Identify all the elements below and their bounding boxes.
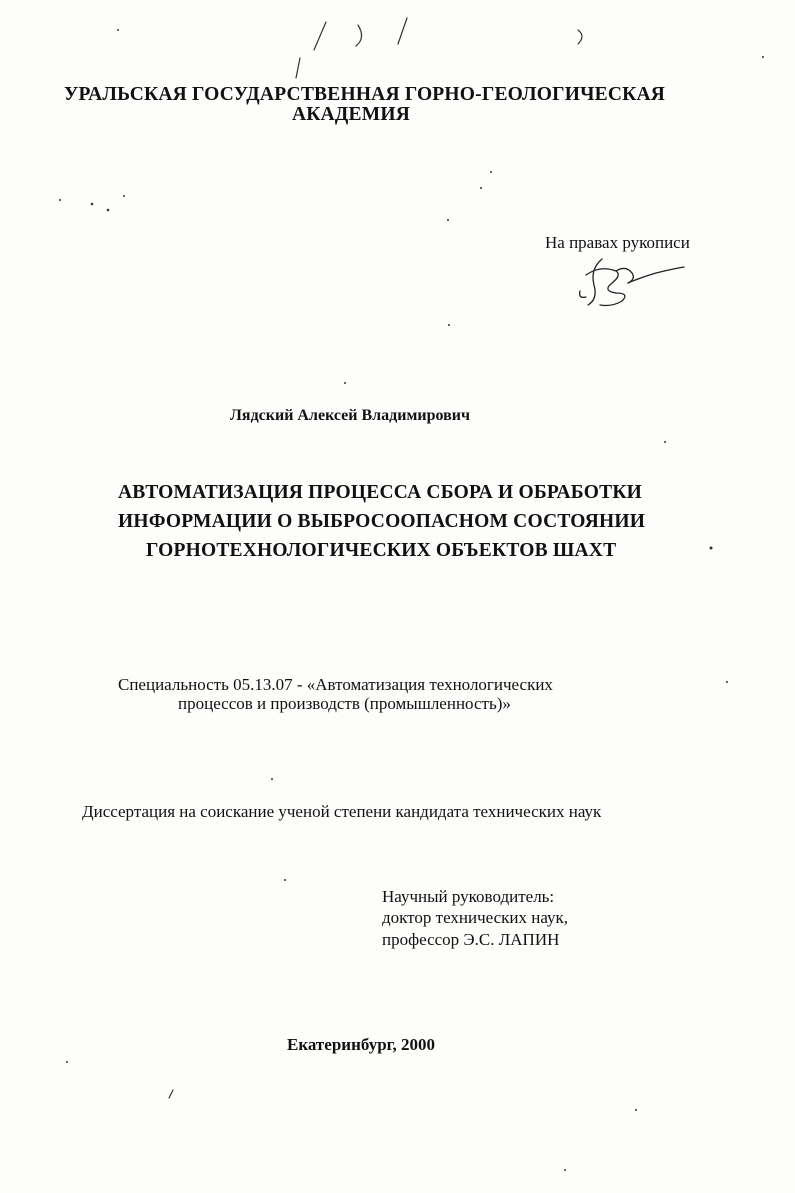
author-name: Лядский Алексей Владимирович <box>230 407 470 424</box>
signature-icon <box>572 255 690 310</box>
dissertation-title-line2: ИНФОРМАЦИИ О ВЫБРОСООПАСНОМ СОСТОЯНИИ <box>118 511 646 532</box>
supervisor-name: профессор Э.С. ЛАПИН <box>382 930 560 949</box>
dissertation-title-line3: ГОРНОТЕХНОЛОГИЧЕСКИХ ОБЪЕКТОВ ШАХТ <box>146 540 617 561</box>
supervisor-label: Научный руководитель: <box>382 887 555 906</box>
supervisor-degree: доктор технических наук, <box>382 908 569 927</box>
institution-name-line1: УРАЛЬСКАЯ ГОСУДАРСТВЕННАЯ ГОРНО-ГЕОЛОГИЧЕСКАЯ <box>64 84 666 105</box>
dissertation-title-line1: АВТОМАТИЗАЦИЯ ПРОЦЕССА СБОРА И ОБРАБОТКИ <box>118 482 643 503</box>
manuscript-rights-note: На правах рукописи <box>545 233 690 252</box>
city-year: Екатеринбург, 2000 <box>287 1035 435 1054</box>
degree-statement: Диссертация на соискание ученой степени кандидата технических наук <box>82 802 602 821</box>
specialty-line1: Специальность 05.13.07 - «Автоматизация технологических <box>118 675 553 694</box>
institution-name-line2: АКАДЕМИЯ <box>292 104 410 125</box>
specialty-line2: процессов и производств (промышленность)» <box>178 694 511 713</box>
